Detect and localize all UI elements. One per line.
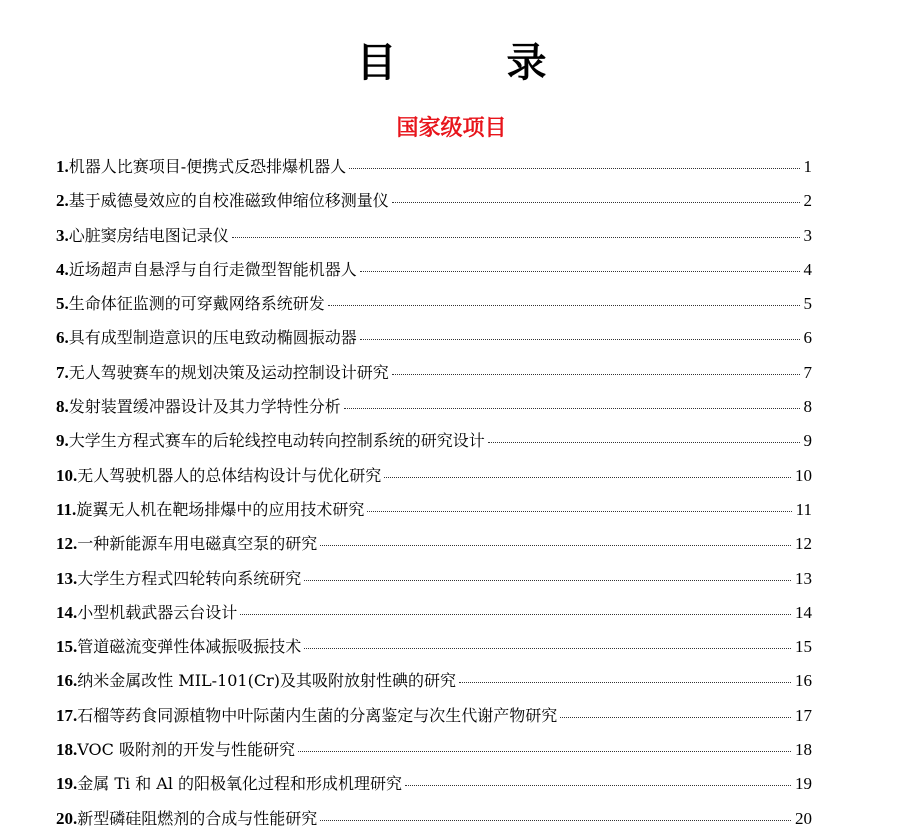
toc-number: 11. [56, 499, 77, 519]
toc-number: 2. [56, 191, 69, 211]
toc-leader-dots [459, 681, 791, 683]
toc-number: 17. [56, 705, 78, 725]
toc-leader-dots [320, 819, 791, 821]
toc-page-number: 5 [803, 294, 812, 314]
toc-leader-dots [360, 270, 800, 272]
toc-page-number: 17 [795, 705, 812, 725]
toc-title: 具有成型制造意识的压电致动椭圆振动器 [68, 328, 357, 348]
toc-page-number: 12 [795, 534, 812, 554]
toc-item[interactable] [56, 496, 812, 530]
toc-number: 6. [56, 328, 69, 348]
toc-leader-dots [367, 510, 791, 512]
toc-leader-dots [232, 236, 800, 238]
toc-leader-dots [344, 407, 800, 409]
toc-page-number: 16 [795, 671, 812, 691]
toc-page-number: 2 [803, 191, 812, 211]
toc-item[interactable] [56, 393, 812, 427]
toc-item[interactable] [56, 153, 812, 187]
toc-page-number: 19 [795, 774, 812, 794]
toc-item[interactable] [56, 427, 812, 461]
toc-title: 旋翼无人机在靶场排爆中的应用技术研究 [76, 499, 365, 519]
toc-list [56, 153, 812, 839]
toc-item[interactable] [56, 805, 812, 839]
toc-item[interactable] [56, 462, 812, 496]
toc-number: 3. [56, 225, 69, 245]
toc-title: 纳米金属改性 MIL-101(Cr)及其吸附放射性碘的研究 [77, 671, 456, 691]
toc-number: 4. [56, 259, 69, 279]
toc-title: 石榴等药食同源植物中叶际菌内生菌的分离鉴定与次生代谢产物研究 [77, 705, 558, 725]
toc-page-number: 3 [803, 225, 812, 245]
toc-item[interactable] [56, 702, 812, 736]
toc-title: 管道磁流变弹性体减振吸振技术 [77, 637, 302, 657]
toc-item[interactable] [56, 565, 812, 599]
toc-title: 近场超声自悬浮与自行走微型智能机器人 [68, 259, 357, 279]
toc-leader-dots [392, 201, 800, 203]
toc-item[interactable] [56, 530, 812, 564]
toc-number: 9. [56, 431, 69, 451]
toc-leader-dots [384, 476, 791, 478]
toc-page-number: 20 [795, 808, 812, 828]
toc-page-number: 10 [795, 465, 812, 485]
toc-number: 8. [56, 397, 69, 417]
toc-title: 发射装置缓冲器设计及其力学特性分析 [68, 397, 341, 417]
toc-number: 18. [56, 740, 78, 760]
toc-page-number: 6 [803, 328, 812, 348]
toc-item[interactable] [56, 667, 812, 701]
toc-number: 19. [56, 774, 78, 794]
toc-leader-dots [304, 579, 791, 581]
toc-number: 10. [56, 465, 78, 485]
toc-item[interactable] [56, 633, 812, 667]
page-title: 目 录 [356, 40, 595, 86]
toc-title: 无人驾驶机器人的总体结构设计与优化研究 [77, 465, 382, 485]
toc-page-number: 13 [795, 568, 812, 588]
toc-number: 14. [56, 602, 78, 622]
toc-number: 15. [56, 637, 78, 657]
toc-title: 大学生方程式赛车的后轮线控电动转向控制系统的研究设计 [68, 431, 485, 451]
toc-title: 新型磷硅阻燃剂的合成与性能研究 [77, 808, 318, 828]
toc-item[interactable] [56, 599, 812, 633]
toc-page-number: 1 [803, 157, 812, 176]
toc-item[interactable] [56, 324, 812, 358]
toc-number: 13. [56, 568, 78, 588]
toc-page-number: 18 [795, 740, 812, 760]
toc-title: 小型机载武器云台设计 [77, 602, 238, 622]
toc-page-number: 7 [803, 362, 812, 382]
toc-leader-dots [328, 304, 800, 306]
toc-leader-dots [488, 441, 800, 443]
toc-item[interactable] [56, 359, 812, 393]
toc-title: 一种新能源车用电磁真空泵的研究 [77, 534, 318, 554]
toc-leader-dots [405, 784, 791, 786]
toc-number: 1. [56, 157, 69, 176]
toc-title: 生命体征监测的可穿戴网络系统研发 [68, 294, 325, 314]
toc-title: 金属 Ti 和 Al 的阳极氧化过程和形成机理研究 [77, 774, 403, 794]
toc-page-number: 15 [795, 637, 812, 657]
toc-leader-dots [560, 716, 791, 718]
toc-item[interactable] [56, 187, 812, 221]
toc-item[interactable] [56, 256, 812, 290]
toc-title: 基于威德曼效应的自校准磁致伸缩位移测量仪 [68, 191, 389, 211]
toc-leader-dots [392, 373, 800, 375]
toc-number: 7. [56, 362, 69, 382]
toc-page-number: 11 [795, 499, 812, 519]
toc-item[interactable] [56, 770, 812, 804]
toc-leader-dots [240, 613, 791, 615]
toc-page-number: 14 [795, 602, 812, 622]
toc-leader-dots [304, 647, 791, 649]
toc-page-number: 4 [803, 259, 812, 279]
toc-leader-dots [360, 338, 800, 340]
toc-title: 大学生方程式四轮转向系统研究 [77, 568, 302, 588]
toc-item[interactable] [56, 222, 812, 256]
toc-title: 无人驾驶赛车的规划决策及运动控制设计研究 [68, 362, 389, 382]
toc-number: 12. [56, 534, 78, 554]
toc-item[interactable] [56, 736, 812, 770]
toc-title: VOC 吸附剂的开发与性能研究 [77, 740, 295, 760]
toc-leader-dots [349, 167, 799, 169]
toc-page-number: 9 [803, 431, 812, 451]
toc-leader-dots [320, 544, 791, 546]
toc-item[interactable] [56, 290, 812, 324]
toc-leader-dots [298, 750, 791, 752]
toc-page-number: 8 [803, 397, 812, 417]
toc-title: 机器人比赛项目-便携式反恐排爆机器人 [68, 157, 347, 176]
toc-number: 5. [56, 294, 69, 314]
toc-number: 16. [56, 671, 78, 691]
toc-number: 20. [56, 808, 78, 828]
toc-title: 心脏窦房结电图记录仪 [68, 225, 229, 245]
section-heading: 国家级项目 [396, 116, 507, 141]
